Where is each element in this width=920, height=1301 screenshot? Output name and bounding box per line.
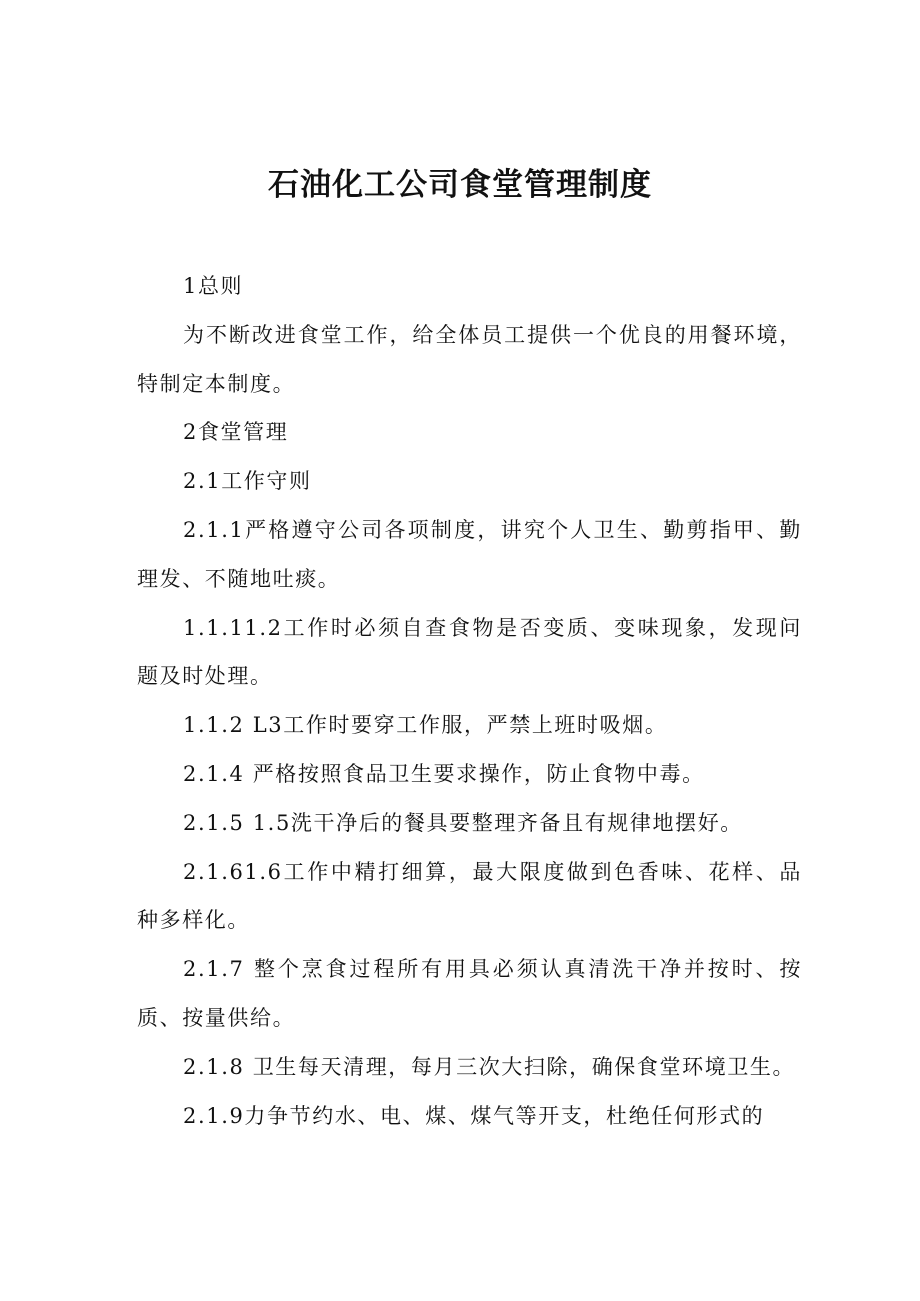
rule-item-1-1-2: 1.1.2 L3工作时要穿工作服，严禁上班时吸烟。 [183, 713, 668, 738]
rule-item-2-1-7: 2.1.7 整个烹食过程所有用具必须认真清洗干净并按时、按质、按量供给。 [137, 957, 802, 1030]
document-body [137, 262, 802, 1140]
subsection-heading-work-rules: 2.1工作守则 [183, 469, 312, 494]
rule-item-2-1-5: 2.1.5 1.5洗干净后的餐具要整理齐备且有规律地摆好。 [183, 810, 743, 835]
rule-item-1-1-1: 1.1.11.2工作时必须自查食物是否变质、变味现象，发现问题及时处理。 [137, 615, 802, 689]
rule-item-2-1-8: 2.1.8 卫生每天清理，每月三次大扫除，确保食堂环境卫生。 [183, 1054, 796, 1079]
rule-item-2-1-9: 2.1.9力争节约水、电、煤、煤气等开支，杜绝任何形式的 [183, 1103, 765, 1128]
rule-item-2-1-4: 2.1.4 严格按照食品卫生要求操作，防止食物中毒。 [183, 761, 705, 786]
document-title: 石油化工公司食堂管理制度 [268, 167, 652, 203]
paragraph-purpose: 为不断改进食堂工作，给全体员工提供一个优良的用餐环境，特制定本制度。 [137, 322, 802, 396]
section-heading-canteen-management: 2食堂管理 [183, 420, 289, 445]
rule-item-2-1-6: 2.1.61.6工作中精打细算，最大限度做到色香味、花样、品种多样化。 [137, 859, 802, 933]
section-heading-general: 1总则 [183, 274, 244, 298]
rule-item-2-1-1: 2.1.1严格遵守公司各项制度，讲究个人卫生、勤剪指甲、勤理发、不随地吐痰。 [137, 517, 802, 591]
